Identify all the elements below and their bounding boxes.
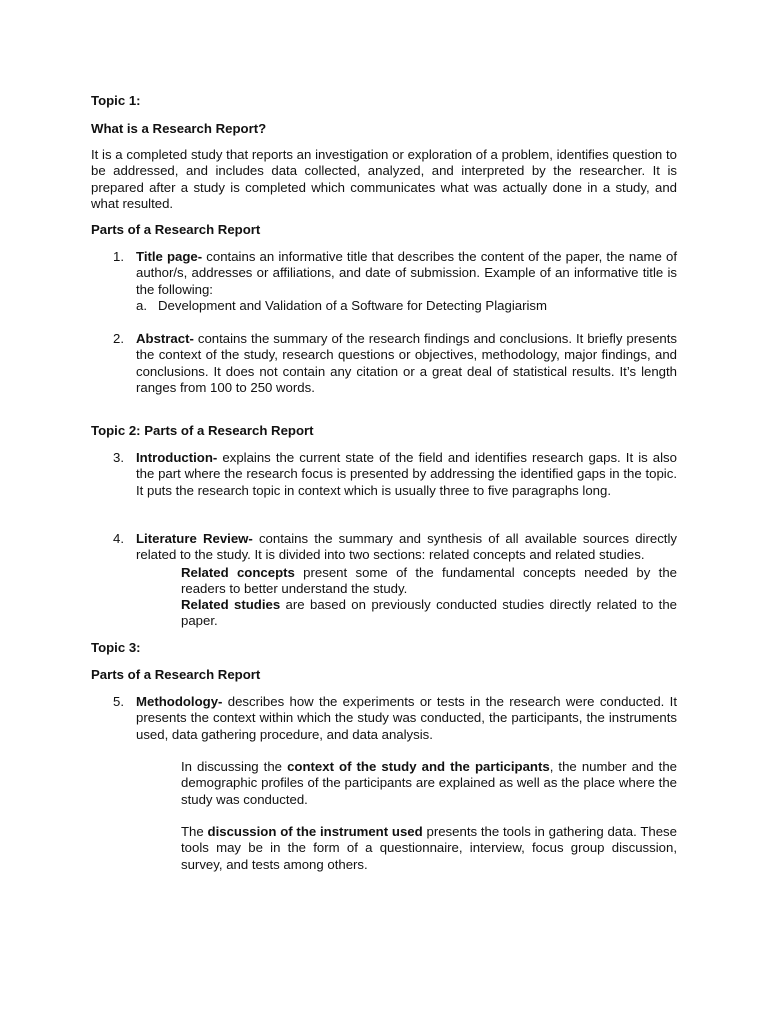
parts-heading-1: Parts of a Research Report (91, 222, 261, 237)
subitem-letter: a. (136, 298, 147, 314)
parts-heading-3: Parts of a Research Report (91, 667, 261, 682)
title-page-description: contains an informative title that describes the content of the paper, the name of author/s, addresses or affiliations, and date of submission. Example of an informative title is the following: (136, 249, 677, 297)
term-abstract: Abstract- (136, 331, 194, 346)
term-methodology: Methodology- (136, 694, 223, 709)
term-instrument-used: discussion of the instrument used (207, 824, 423, 839)
term-introduction: Introduction- (136, 450, 218, 465)
context-paragraph (181, 759, 677, 808)
instrument-intro: The (181, 824, 208, 839)
list-item-introduction (91, 450, 677, 499)
related-concepts-description: present some of the fundamental concepts needed by the readers to better understand the study. (181, 565, 677, 597)
example-subitem (136, 298, 677, 314)
topic-3-label: Topic 3: (91, 640, 141, 655)
list-item-literature-review (91, 531, 677, 564)
example-title: Development and Validation of a Software for Detecting Plagiarism (158, 298, 547, 314)
context-intro: In discussing the (181, 759, 288, 774)
list-number: 2. (113, 331, 124, 346)
topic-1-question: What is a Research Report? (91, 121, 267, 136)
abstract-description: contains the summary of the research findings and conclusions. It briefly presents the context of the study, research questions or objectives, methodology, major findings, and conclusions. It does not contain any citation or a great deal of statistical results. It’s length ranges from 100 to 250 words. (136, 331, 677, 396)
context-description: , the number and the demographic profiles of the participants are explained as well as the place where the study was conducted. (181, 759, 677, 807)
list-number: 1. (113, 249, 124, 264)
term-related-concepts: Related concepts (181, 565, 295, 580)
literature-review-description: contains the summary and synthesis of all available sources directly related to the study. It is divided into two sections: related concepts and related studies. (136, 531, 677, 563)
introduction-description: explains the current state of the field and identifies research gaps. It is also the part where the research focus is presented by addressing the identified gaps in the topic. It puts the research topic in context which is usually three to five paragraphs long. (136, 450, 677, 498)
list-item-abstract (91, 331, 677, 397)
related-concepts-paragraph (181, 565, 677, 598)
term-title-page: Title page- (136, 249, 203, 264)
list-number: 4. (113, 531, 124, 546)
term-related-studies: Related studies (181, 597, 281, 612)
term-context-participants: context of the study and the participants (287, 759, 550, 774)
methodology-description: describes how the experiments or tests in the research were conducted. It presents the context within which the study was conducted, the participants, the instruments used, data gathering procedure, and data analysis. (136, 694, 677, 742)
list-number: 3. (113, 450, 124, 465)
topic-2-heading: Topic 2: Parts of a Research Report (91, 423, 314, 438)
topic-1-label: Topic 1: (91, 93, 141, 108)
instrument-description: presents the tools in gathering data. These tools may be in the form of a questionnaire, interview, focus group discussion, survey, and tests among others. (181, 824, 677, 872)
research-report-definition: It is a completed study that reports an investigation or exploration of a problem, identifies question to be addressed, and includes data collected, analyzed, and interpreted by the researcher. It is prepared after a study is completed which communicates what was actually done in a study, and what resulted. (91, 147, 677, 212)
instrument-paragraph (181, 824, 677, 873)
related-studies-description: are based on previously conducted studies directly related to the paper. (181, 597, 677, 629)
list-item-title-page (91, 249, 677, 315)
list-item-methodology (91, 694, 677, 743)
term-literature-review: Literature Review- (136, 531, 253, 546)
list-number: 5. (113, 694, 124, 709)
related-studies-paragraph (181, 597, 677, 630)
